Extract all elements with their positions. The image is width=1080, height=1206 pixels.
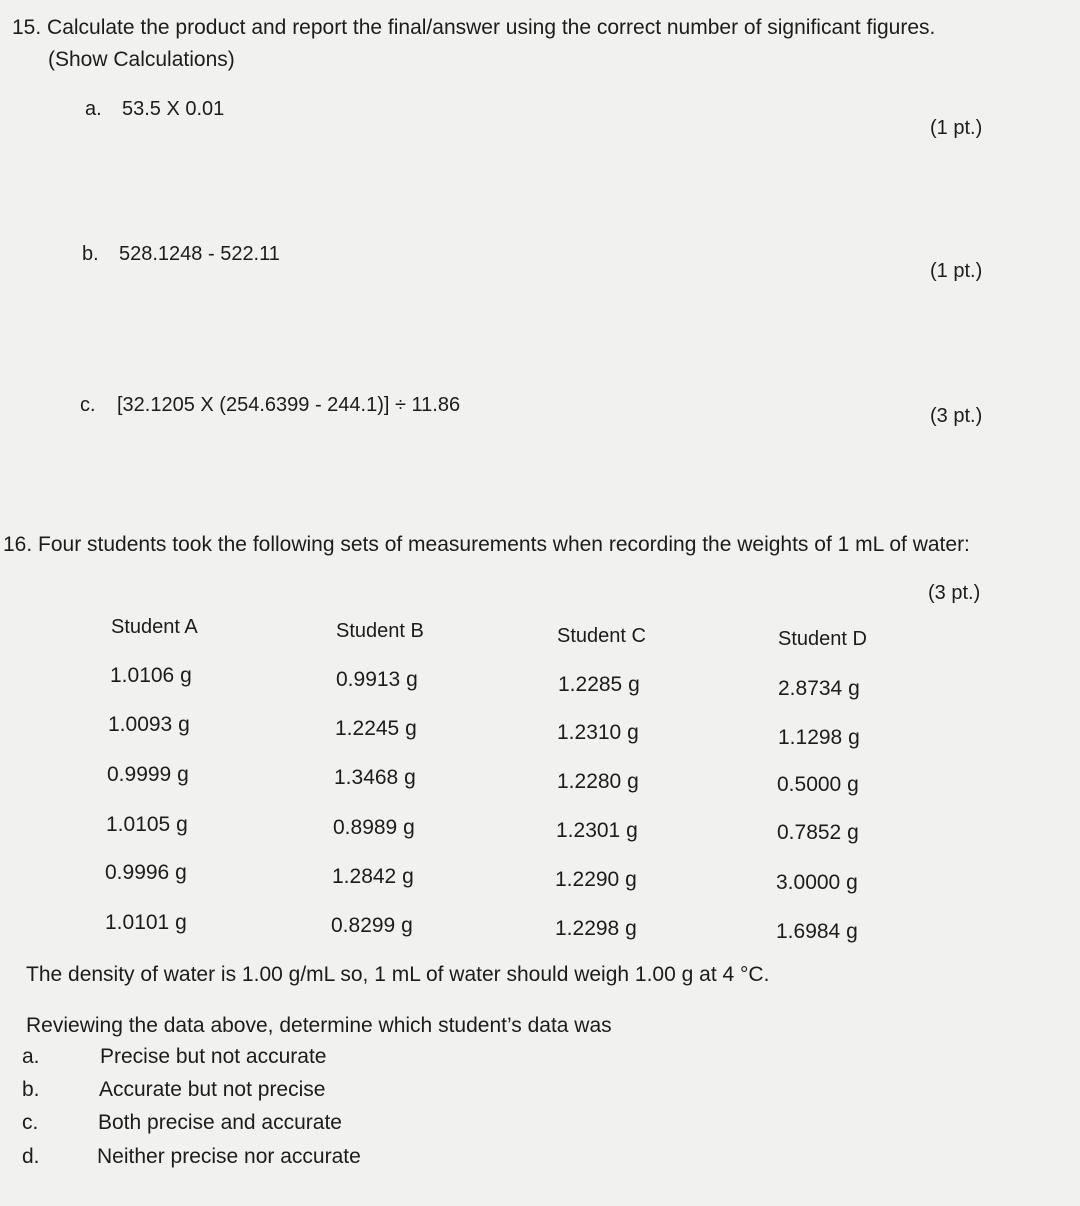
student-b-value: 0.8299 g [331,914,413,937]
student-a-value: 0.9996 g [105,861,187,884]
q15-prompt: 15. Calculate the product and report the final/answer using the correct number of significant figures. [12,16,936,39]
student-c-value: 1.2285 g [558,673,640,696]
option-text: Both precise and accurate [98,1111,342,1134]
q16-prompt: 16. Four students took the following sets of measurements when recording the weights of 1 mL of water: [3,533,970,556]
student-d-value: 2.8734 g [778,677,860,700]
option-letter: c. [22,1111,39,1134]
student-a-value: 1.0105 g [106,813,188,836]
student-a-value: 1.0106 g [110,664,192,687]
student-c-value: 1.2298 g [555,917,637,940]
student-c-header: Student C [557,625,646,647]
part-points: (1 pt.) [930,117,983,139]
student-d-value: 1.6984 g [776,920,858,943]
part-letter: a. [85,98,102,120]
student-b-value: 0.9913 g [336,668,418,691]
student-a-header: Student A [111,616,198,638]
student-b-value: 0.8989 g [333,816,415,839]
student-c-value: 1.2310 g [557,721,639,744]
student-b-header: Student B [336,620,424,642]
option-text: Neither precise nor accurate [97,1145,361,1168]
part-expression: 53.5 X 0.01 [122,98,225,120]
student-d-value: 3.0000 g [776,871,858,894]
density-note: The density of water is 1.00 g/mL so, 1 mL of water should weigh 1.00 g at 4 °C. [26,963,770,986]
student-b-value: 1.3468 g [334,766,416,789]
student-c-value: 1.2280 g [557,770,639,793]
student-d-value: 0.5000 g [777,773,859,796]
q15-note: (Show Calculations) [48,48,235,71]
option-text: Accurate but not precise [99,1078,326,1101]
student-a-value: 1.0101 g [105,911,187,934]
option-letter: a. [22,1045,40,1068]
option-letter: b. [22,1078,40,1101]
student-a-value: 1.0093 g [108,713,190,736]
part-letter: b. [82,243,99,265]
part-points: (1 pt.) [930,260,983,282]
part-expression: [32.1205 X (254.6399 - 244.1)] ÷ 11.86 [117,394,461,416]
student-b-value: 1.2842 g [332,865,414,888]
student-d-value: 1.1298 g [778,726,860,749]
student-c-value: 1.2290 g [555,868,637,891]
student-c-value: 1.2301 g [556,819,638,842]
student-d-value: 0.7852 g [777,821,859,844]
student-d-header: Student D [778,628,867,650]
option-letter: d. [22,1145,40,1168]
q16-points: (3 pt.) [928,582,981,604]
part-points: (3 pt.) [930,405,983,427]
option-text: Precise but not accurate [100,1045,327,1068]
part-letter: c. [80,394,96,416]
part-expression: 528.1248 - 522.11 [119,243,280,265]
review-prompt: Reviewing the data above, determine which student’s data was [26,1014,612,1037]
student-b-value: 1.2245 g [335,717,417,740]
student-a-value: 0.9999 g [107,763,189,786]
